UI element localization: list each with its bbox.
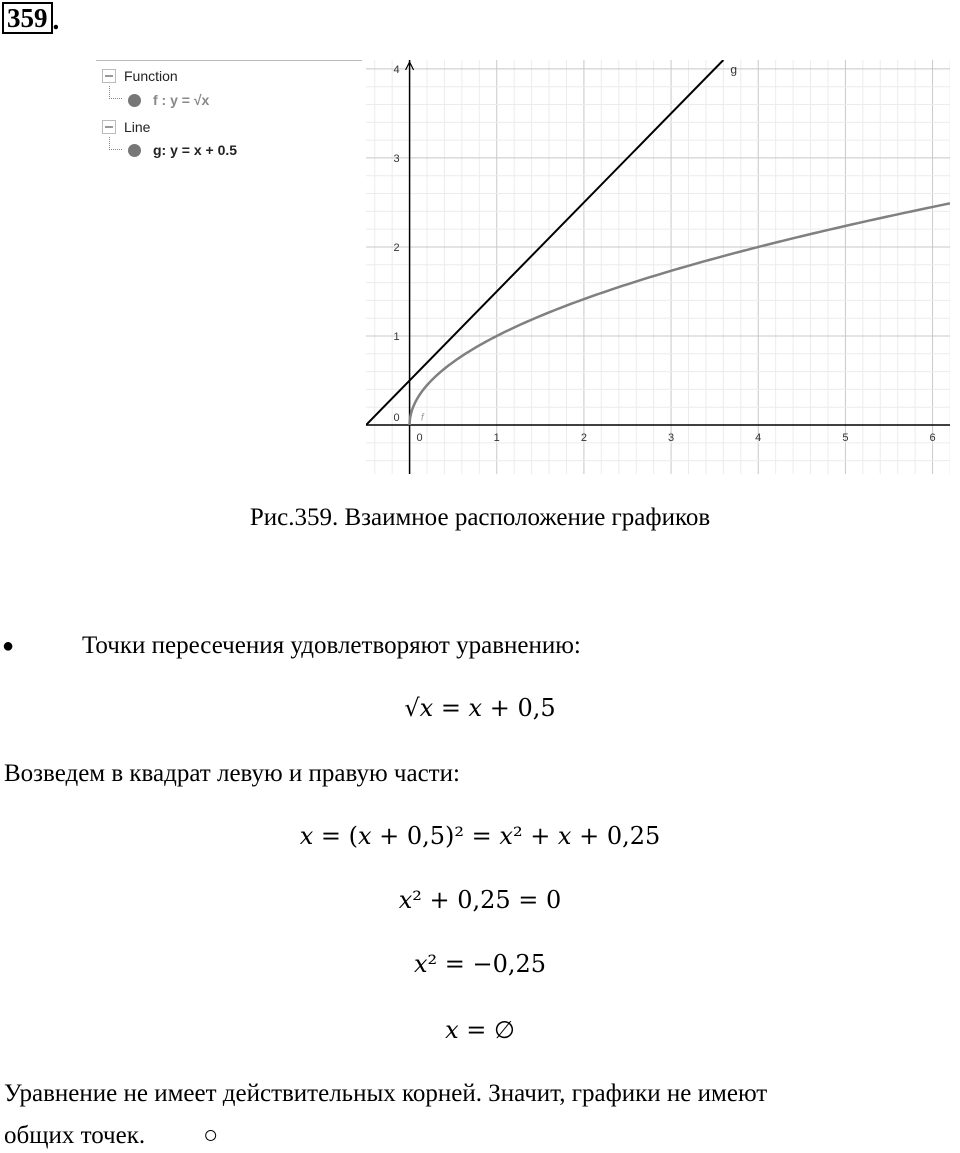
- x-tick-label: 1: [493, 432, 500, 445]
- x-tick-label: 2: [580, 432, 587, 445]
- algebra-divider: [96, 60, 362, 61]
- end-of-solution-mark: ○: [203, 1122, 219, 1149]
- collapse-icon[interactable]: [102, 120, 116, 134]
- category-function[interactable]: [102, 68, 178, 84]
- problem-number-dot: .: [52, 5, 60, 35]
- paragraph-3-text: общих точек.: [4, 1122, 146, 1149]
- x-tick-label: 6: [929, 432, 936, 445]
- figure-caption: Рис.359. Взаимное расположение графиков: [249, 504, 711, 531]
- x-tick-label: 5: [842, 432, 849, 445]
- problem-number: [2, 4, 59, 34]
- paragraph-3: [4, 1122, 218, 1150]
- problem-number-box: 359: [2, 2, 53, 34]
- equation-4: 𝑥² = −0,25: [413, 950, 547, 978]
- category-line[interactable]: [102, 119, 150, 135]
- series-label-f: f: [420, 412, 424, 424]
- equation-1: √𝑥 = 𝑥 + 0,5: [404, 694, 556, 722]
- x-tick-label: 3: [668, 432, 675, 445]
- graph-view[interactable]: [366, 60, 950, 474]
- equation-3: 𝑥² + 0,25 = 0: [398, 886, 562, 914]
- y-tick-label: 0: [393, 412, 400, 425]
- function-definition: f : y = √x: [153, 92, 210, 108]
- visibility-toggle-icon[interactable]: [128, 94, 141, 107]
- x-tick-label: 4: [755, 432, 762, 445]
- tree-connector: [109, 137, 122, 150]
- paragraph-1: Возведем в квадрат левую и правую части:: [4, 760, 460, 787]
- paragraph-2: Уравнение не имеет действительных корней. Значит, графики не имеют: [4, 1080, 768, 1107]
- category-label: Function: [124, 68, 178, 84]
- algebra-item-f[interactable]: [128, 92, 209, 108]
- tree-connector: [109, 86, 122, 99]
- equation-2: 𝑥 = (𝑥 + 0,5)² = 𝑥² + 𝑥 + 0,25: [299, 822, 661, 850]
- algebra-view: [96, 60, 362, 170]
- visibility-toggle-icon[interactable]: [128, 144, 141, 157]
- y-tick-label: 4: [393, 63, 400, 76]
- bullet-text: Точки пересечения удовлетворяют уравнению:: [82, 632, 581, 659]
- y-tick-label: 2: [393, 241, 400, 254]
- bullet-symbol: ●: [2, 635, 15, 657]
- x-tick-label: 0: [416, 432, 423, 445]
- equation-5: 𝑥 = ∅: [445, 1016, 515, 1044]
- line-definition: g: y = x + 0.5: [153, 142, 238, 158]
- collapse-icon[interactable]: [102, 69, 116, 83]
- y-tick-label: 3: [393, 152, 400, 165]
- y-tick-label: 1: [393, 331, 400, 343]
- series-label-g: g: [730, 62, 738, 77]
- series-f: [410, 203, 950, 425]
- series-g: [366, 60, 723, 425]
- algebra-item-g[interactable]: [128, 142, 237, 158]
- category-label: Line: [124, 119, 151, 135]
